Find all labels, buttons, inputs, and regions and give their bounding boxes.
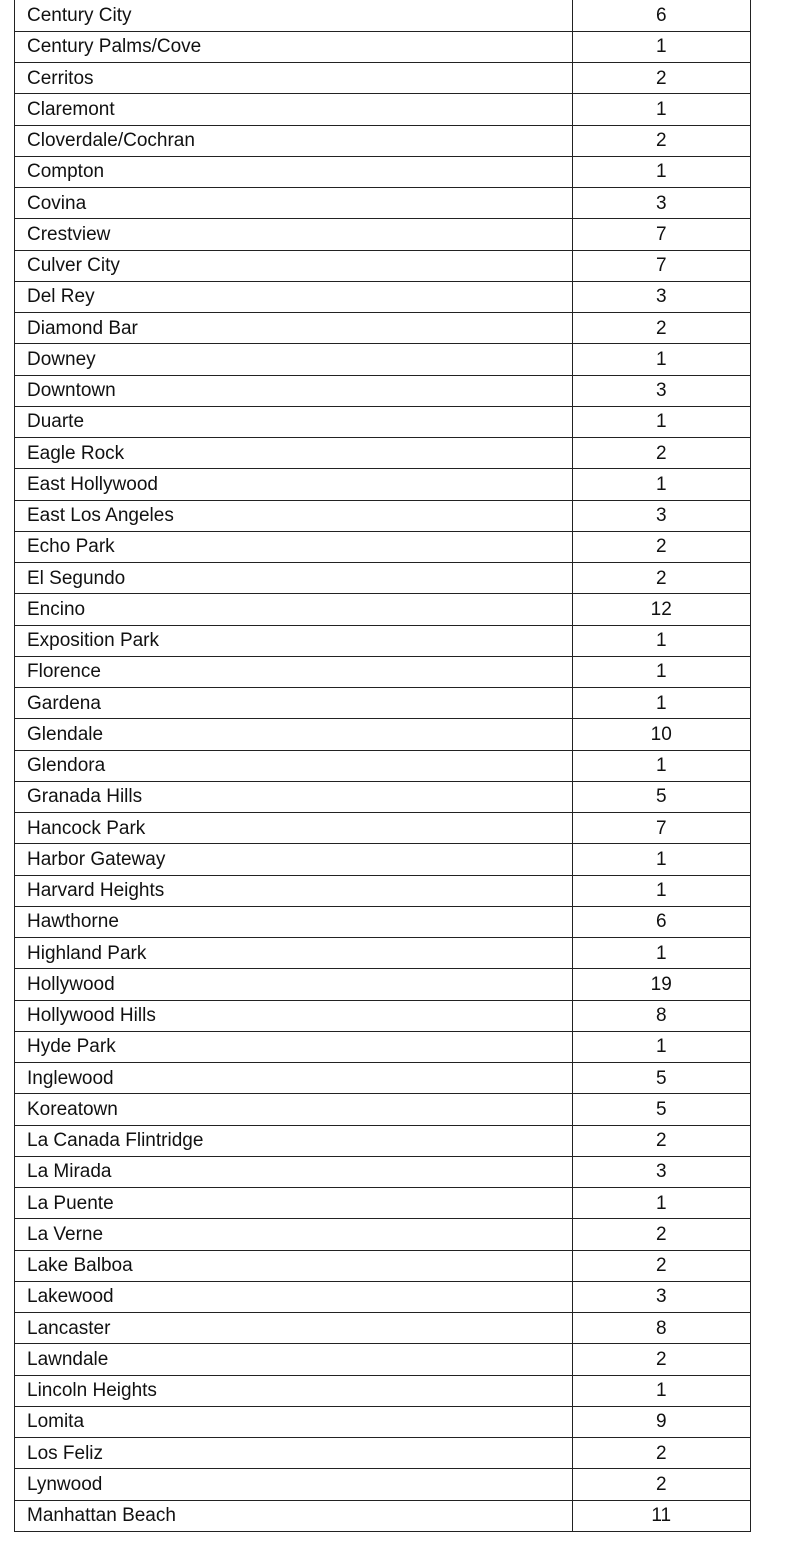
table-row (15, 250, 750, 281)
table-row (15, 0, 750, 31)
table-row (15, 375, 750, 406)
location-count-cell: 1 (572, 406, 750, 437)
location-name-cell: Lakewood (15, 1281, 572, 1312)
table-row (15, 63, 750, 94)
location-count-cell: 1 (572, 1375, 750, 1406)
location-name-cell: Inglewood (15, 1063, 572, 1094)
location-name-cell: Koreatown (15, 1094, 572, 1125)
location-name-cell: Granada Hills (15, 781, 572, 812)
table-row (15, 594, 750, 625)
location-name-cell: Crestview (15, 219, 572, 250)
location-count-cell: 8 (572, 1000, 750, 1031)
location-name-cell: Harbor Gateway (15, 844, 572, 875)
table-row (15, 875, 750, 906)
location-count-cell: 2 (572, 1344, 750, 1375)
location-count-cell: 1 (572, 938, 750, 969)
table-row (15, 1031, 750, 1062)
location-count-cell: 2 (572, 1469, 750, 1500)
location-name-cell: Highland Park (15, 938, 572, 969)
table-row (15, 625, 750, 656)
location-count-cell: 19 (572, 969, 750, 1000)
location-name-cell: La Canada Flintridge (15, 1125, 572, 1156)
table-row (15, 313, 750, 344)
location-count-cell: 2 (572, 1438, 750, 1469)
table-row (15, 719, 750, 750)
table-row (15, 813, 750, 844)
location-name-cell: Eagle Rock (15, 438, 572, 469)
location-count-cell: 2 (572, 438, 750, 469)
location-count-cell: 2 (572, 531, 750, 562)
location-name-cell: Los Feliz (15, 1438, 572, 1469)
location-count-cell: 3 (572, 1281, 750, 1312)
table-row (15, 1000, 750, 1031)
location-count-cell: 2 (572, 1219, 750, 1250)
location-count-cell: 11 (572, 1500, 750, 1531)
location-name-cell: Gardena (15, 688, 572, 719)
location-name-cell: Compton (15, 156, 572, 187)
table-row (15, 344, 750, 375)
location-count-cell: 1 (572, 94, 750, 125)
table-row (15, 1250, 750, 1281)
location-count-cell: 10 (572, 719, 750, 750)
location-name-cell: East Hollywood (15, 469, 572, 500)
table-row (15, 531, 750, 562)
table-row (15, 844, 750, 875)
table-row (15, 219, 750, 250)
location-count-cell: 3 (572, 281, 750, 312)
location-name-cell: Century City (27, 4, 132, 26)
location-name-cell: Manhattan Beach (15, 1500, 572, 1531)
location-name-cell: Century Palms/Cove (15, 31, 572, 62)
location-count-cell: 2 (572, 1125, 750, 1156)
table-row (15, 156, 750, 187)
location-name-cell: Culver City (15, 250, 572, 281)
location-name-cell: Lake Balboa (15, 1250, 572, 1281)
location-count-cell: 2 (572, 1250, 750, 1281)
table-row (15, 31, 750, 62)
table-row (15, 1438, 750, 1469)
location-name-cell: El Segundo (15, 563, 572, 594)
location-count-cell: 1 (572, 625, 750, 656)
location-count-cell: 3 (572, 188, 750, 219)
table-row (15, 1313, 750, 1344)
location-name-cell: East Los Angeles (15, 500, 572, 531)
location-name-cell: Harvard Heights (15, 875, 572, 906)
location-name-cell: Lancaster (15, 1313, 572, 1344)
location-name-cell: Duarte (15, 406, 572, 437)
location-count-cell: 1 (572, 469, 750, 500)
location-count-cell: 9 (572, 1406, 750, 1437)
location-count-cell: 2 (572, 63, 750, 94)
location-count-table (14, 0, 751, 1532)
table-row (15, 406, 750, 437)
location-count-cell: 2 (572, 313, 750, 344)
location-count-cell: 1 (572, 875, 750, 906)
table-row (15, 1188, 750, 1219)
table-row (15, 563, 750, 594)
location-count-cell: 8 (572, 1313, 750, 1344)
location-name-cell: Hancock Park (15, 813, 572, 844)
table-row (15, 438, 750, 469)
location-count-cell: 6 (572, 906, 750, 937)
location-count-cell: 1 (572, 156, 750, 187)
location-name-cell: Exposition Park (15, 625, 572, 656)
table-row (15, 1406, 750, 1437)
location-count-cell: 3 (572, 500, 750, 531)
location-name-cell: Downey (15, 344, 572, 375)
location-name-cell: Diamond Bar (15, 313, 572, 344)
location-name-cell: La Verne (15, 1219, 572, 1250)
location-count-cell: 1 (572, 656, 750, 687)
location-count-cell: 1 (572, 344, 750, 375)
location-name-cell: Covina (15, 188, 572, 219)
table-row (15, 1344, 750, 1375)
location-name-cell: Encino (15, 594, 572, 625)
location-count-cell: 7 (572, 219, 750, 250)
location-name-cell: Cerritos (15, 63, 572, 94)
table-row (15, 656, 750, 687)
location-count-cell: 2 (572, 125, 750, 156)
table-row (15, 1063, 750, 1094)
table-row (15, 906, 750, 937)
location-name-cell: Glendora (15, 750, 572, 781)
table-row (15, 938, 750, 969)
table-row (15, 1125, 750, 1156)
location-name-cell: Downtown (15, 375, 572, 406)
location-name-cell: Lomita (15, 1406, 572, 1437)
location-count-cell: 1 (572, 1031, 750, 1062)
table-row (15, 1094, 750, 1125)
location-count-cell: 7 (572, 250, 750, 281)
location-name-cell: Florence (15, 656, 572, 687)
location-count-cell: 1 (572, 750, 750, 781)
table-row (15, 1375, 750, 1406)
location-count-cell: 1 (572, 1188, 750, 1219)
location-name-cell: Hollywood (15, 969, 572, 1000)
location-name-cell: La Mirada (15, 1156, 572, 1187)
location-count-cell: 7 (572, 813, 750, 844)
table-row (15, 1469, 750, 1500)
location-name-cell: Echo Park (15, 531, 572, 562)
location-name-cell: Lawndale (15, 1344, 572, 1375)
table-row (15, 94, 750, 125)
table-row (15, 1156, 750, 1187)
table-row (15, 750, 750, 781)
location-name-cell: Hollywood Hills (15, 1000, 572, 1031)
table-row (15, 469, 750, 500)
location-name-cell: Claremont (15, 94, 572, 125)
table-body (15, 0, 750, 1531)
table-row (15, 1281, 750, 1312)
location-count-cell: 1 (572, 688, 750, 719)
location-name-cell: Hyde Park (15, 1031, 572, 1062)
table-row (15, 1500, 750, 1531)
location-name-cell: Cloverdale/Cochran (15, 125, 572, 156)
location-count-cell: 1 (572, 844, 750, 875)
table-row (15, 969, 750, 1000)
location-count-cell: 6 (572, 0, 750, 31)
table-row (15, 781, 750, 812)
table-row (15, 281, 750, 312)
location-count-cell: 3 (572, 1156, 750, 1187)
location-count-cell: 5 (572, 1063, 750, 1094)
table-row (15, 125, 750, 156)
location-count-cell: 1 (572, 31, 750, 62)
location-count-cell: 12 (572, 594, 750, 625)
table-row (15, 688, 750, 719)
table-row (15, 500, 750, 531)
location-count-cell: 5 (572, 781, 750, 812)
location-count-cell: 2 (572, 563, 750, 594)
location-name-cell: Hawthorne (15, 906, 572, 937)
location-count-cell: 3 (572, 375, 750, 406)
table (15, 0, 750, 1531)
table-row (15, 188, 750, 219)
location-name-cell: Del Rey (15, 281, 572, 312)
location-name-cell: Lincoln Heights (15, 1375, 572, 1406)
location-name-cell: Glendale (15, 719, 572, 750)
location-name-cell: La Puente (15, 1188, 572, 1219)
table-row (15, 1219, 750, 1250)
location-name-cell: Lynwood (15, 1469, 572, 1500)
location-count-cell: 5 (572, 1094, 750, 1125)
